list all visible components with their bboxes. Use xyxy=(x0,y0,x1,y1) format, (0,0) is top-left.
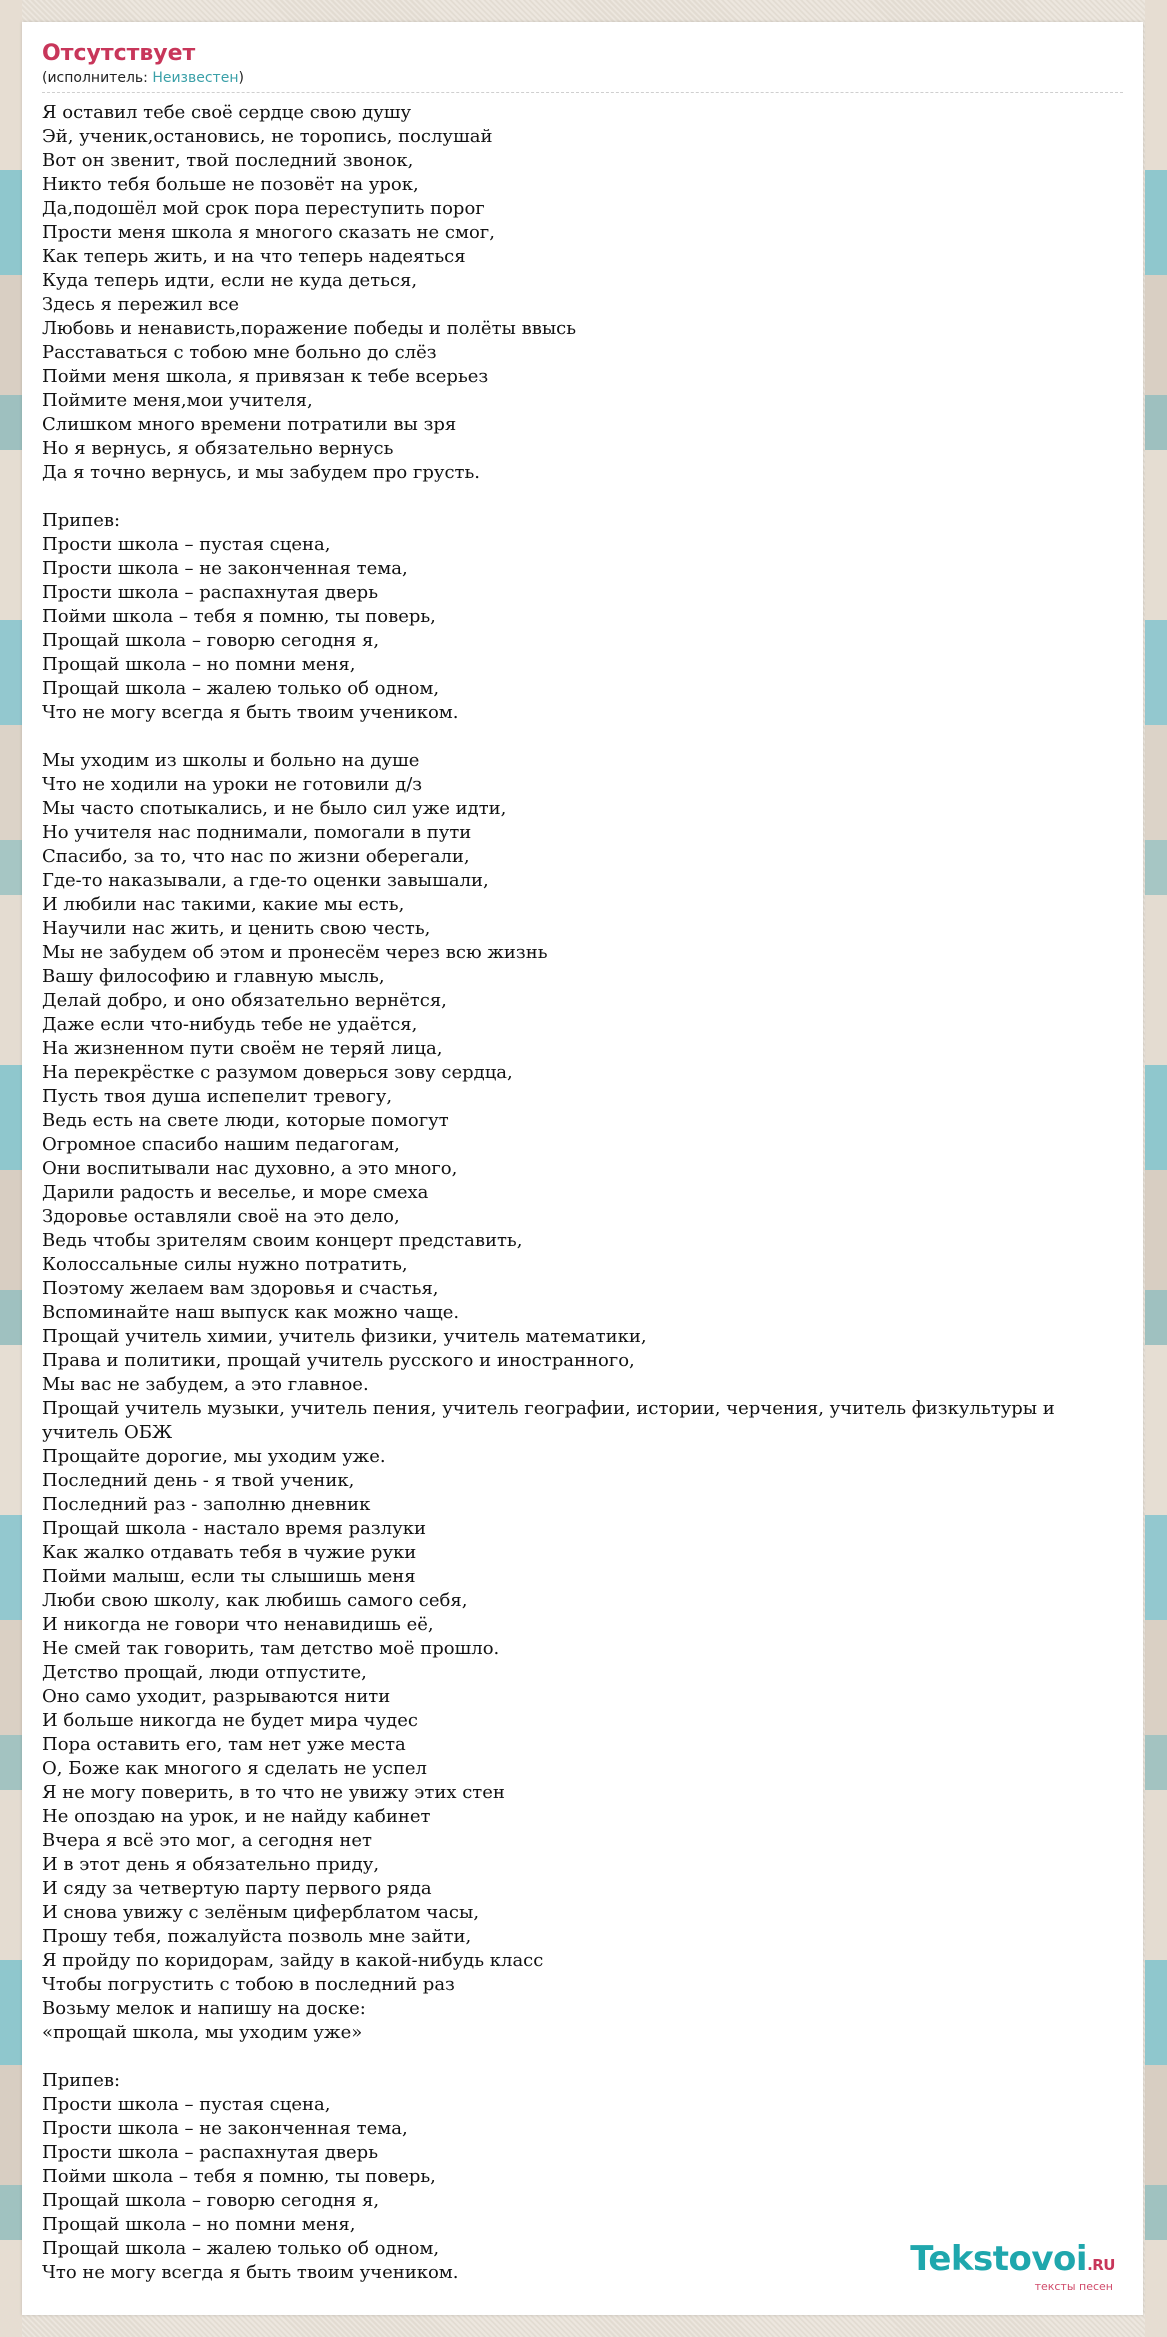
lyrics-blank-line xyxy=(42,2045,1167,2069)
lyrics-card xyxy=(22,22,1143,2315)
lyrics-line: Спасибо, за то, что нас по жизни оберегали, xyxy=(42,846,470,867)
lyrics-line: Эй, ученик,остановись, не торопись, послушай xyxy=(42,126,493,147)
lyrics-line: «прощай школа, мы уходим уже» xyxy=(42,2022,363,2043)
lyrics-line: Прошу тебя, пожалуйста позволь мне зайти, xyxy=(42,1926,472,1947)
lyrics-line: Не смей так говорить, там детство моё прошло. xyxy=(42,1638,500,1659)
lyrics-line: Прощай учитель музыки, учитель пения, учитель географии, истории, черчения, учитель физкультуры и xyxy=(42,1398,1055,1419)
lyrics-line: Я пройду по коридорам, зайду в какой-нибудь класс xyxy=(42,1950,544,1971)
lyrics-line: Чтобы погрустить с тобою в последний раз xyxy=(42,1974,455,1995)
lyrics-line: Прощай школа – но помни меня, xyxy=(42,2214,356,2235)
lyrics-line: Вашу философию и главную мысль, xyxy=(42,966,385,987)
lyrics-line: Последний день - я твой ученик, xyxy=(42,1470,355,1491)
lyrics-line: Прощай школа – говорю сегодня я, xyxy=(42,630,380,651)
lyrics-line: Вспоминайте наш выпуск как можно чаще. xyxy=(42,1302,460,1323)
lyrics-line: Мы уходим из школы и больно на душе xyxy=(42,750,420,771)
lyrics-line: Научили нас жить, и ценить свою честь, xyxy=(42,918,431,939)
lyrics-line: Оно само уходит, разрываются нити xyxy=(42,1686,391,1707)
lyrics-line: Прощай школа – жалею только об одном, xyxy=(42,2238,440,2259)
lyrics-line: Мы не забудем об этом и пронесём через всю жизнь xyxy=(42,942,548,963)
lyrics-line: Припев: xyxy=(42,510,121,531)
lyrics-line: Возьму мелок и напишу на доске: xyxy=(42,1998,366,2019)
performer-line xyxy=(42,69,1123,93)
lyrics-blank-line xyxy=(42,485,1167,509)
lyrics-line: Колоссальные силы нужно потратить, xyxy=(42,1254,408,1275)
lyrics-line: Прощай школа – говорю сегодня я, xyxy=(42,2190,380,2211)
performer-prefix: (исполнитель: xyxy=(42,70,153,86)
logo-tld: .RU xyxy=(1087,2256,1115,2274)
lyrics-line: Поймите меня,мои учителя, xyxy=(42,390,313,411)
logo-text: Tekstovoi xyxy=(910,2239,1088,2279)
lyrics-blank-line xyxy=(42,725,1167,749)
lyrics-line: Слишком много времени потратили вы зря xyxy=(42,414,457,435)
lyrics-line: Пора оставить его, там нет уже места xyxy=(42,1734,406,1755)
lyrics-line: Да,подошёл мой срок пора переступить порог xyxy=(42,198,485,219)
lyrics-line: Я не могу поверить, в то что не увижу этих стен xyxy=(42,1782,505,1803)
lyrics-line: Не опоздаю на урок, и не найду кабинет xyxy=(42,1806,431,1827)
lyrics-line: Пусть твоя душа испепелит тревогу, xyxy=(42,1086,393,1107)
lyrics-line: учитель ОБЖ xyxy=(42,1422,173,1443)
lyrics-line: Здесь я пережил все xyxy=(42,294,240,315)
lyrics-line: Но я вернусь, я обязательно вернусь xyxy=(42,438,394,459)
logo-tagline: тексты песен xyxy=(1034,2280,1113,2293)
lyrics-line: Ведь есть на свете люди, которые помогут xyxy=(42,1110,449,1131)
lyrics-line: Прости школа – не законченная тема, xyxy=(42,558,408,579)
lyrics-line: И снова увижу с зелёным циферблатом часы, xyxy=(42,1902,480,1923)
lyrics-line: Ведь чтобы зрителям своим концерт представить, xyxy=(42,1230,523,1251)
lyrics-line: И любили нас такими, какие мы есть, xyxy=(42,894,405,915)
lyrics-line: Даже если что-нибудь тебе не удаётся, xyxy=(42,1014,418,1035)
background-stripe-left xyxy=(0,0,22,2337)
lyrics-line: И сяду за четвертую парту первого ряда xyxy=(42,1878,432,1899)
lyrics-line: Прости школа – распахнутая дверь xyxy=(42,2142,379,2163)
lyrics-line: Что не могу всегда я быть твоим учеником. xyxy=(42,2262,459,2283)
lyrics-line: Люби свою школу, как любишь самого себя, xyxy=(42,1590,468,1611)
lyrics-line: И больше никогда не будет мира чудес xyxy=(42,1710,418,1731)
lyrics-line: Прощайте дорогие, мы уходим уже. xyxy=(42,1446,386,1467)
lyrics-line: Прощай учитель химии, учитель физики, учитель математики, xyxy=(42,1326,647,1347)
lyrics-line: Что не могу всегда я быть твоим учеником. xyxy=(42,702,459,723)
lyrics-line: Делай добро, и оно обязательно вернётся, xyxy=(42,990,447,1011)
lyrics-line: Как теперь жить, и на что теперь надеяться xyxy=(42,246,466,267)
lyrics-line: Прости школа – пустая сцена, xyxy=(42,2094,331,2115)
lyrics-line: На жизненном пути своём не теряй лица, xyxy=(42,1038,443,1059)
lyrics-line: Поэтому желаем вам здоровья и счастья, xyxy=(42,1278,439,1299)
lyrics-line: И никогда не говори что ненавидишь её, xyxy=(42,1614,434,1635)
lyrics-line: Прости меня школа я многого сказать не смог, xyxy=(42,222,495,243)
site-logo[interactable] xyxy=(910,2241,1115,2293)
lyrics-line: Вчера я всё это мог, а сегодня нет xyxy=(42,1830,372,1851)
lyrics-line: Расставаться с тобою мне больно до слёз xyxy=(42,342,437,363)
lyrics-line: Прости школа – пустая сцена, xyxy=(42,534,331,555)
lyrics-line: Никто тебя больше не позовёт на урок, xyxy=(42,174,419,195)
lyrics-line: Прости школа – не законченная тема, xyxy=(42,2118,408,2139)
lyrics-line: Да я точно вернусь, и мы забудем про грусть. xyxy=(42,462,481,483)
lyrics-line: Последний раз - заполню дневник xyxy=(42,1494,371,1515)
lyrics-line: Мы часто спотыкались, и не было сил уже идти, xyxy=(42,798,507,819)
lyrics-line: Но учителя нас поднимали, помогали в пути xyxy=(42,822,472,843)
lyrics-line: Где-то наказывали, а где-то оценки завышали, xyxy=(42,870,489,891)
lyrics-line: Вот он звенит, твой последний звонок, xyxy=(42,150,414,171)
lyrics-line: Прости школа – распахнутая дверь xyxy=(42,582,379,603)
lyrics-line: Любовь и ненависть,поражение победы и полёты ввысь xyxy=(42,318,577,339)
lyrics-line: И в этот день я обязательно приду, xyxy=(42,1854,380,1875)
song-title: Отсутствует xyxy=(42,41,196,66)
lyrics-line: Как жалко отдавать тебя в чужие руки xyxy=(42,1542,417,1563)
lyrics-line: Детство прощай, люди отпустите, xyxy=(42,1662,367,1683)
lyrics-line: Права и политики, прощай учитель русского и иностранного, xyxy=(42,1350,635,1371)
lyrics-line: Они воспитывали нас духовно, а это много, xyxy=(42,1158,458,1179)
lyrics-line: Припев: xyxy=(42,2070,121,2091)
lyrics-line: О, Боже как многого я сделать не успел xyxy=(42,1758,427,1779)
lyrics-line: Пойми школа – тебя я помню, ты поверь, xyxy=(42,606,436,627)
lyrics-line: Что не ходили на уроки не готовили д/з xyxy=(42,774,423,795)
lyrics-line: Мы вас не забудем, а это главное. xyxy=(42,1374,369,1395)
lyrics-line: Пойми малыш, если ты слышишь меня xyxy=(42,1566,416,1587)
lyrics-line: Здоровье оставляли своё на это дело, xyxy=(42,1206,400,1227)
performer-suffix: ) xyxy=(238,70,244,86)
lyrics-line: Пойми школа – тебя я помню, ты поверь, xyxy=(42,2166,436,2187)
lyrics-line: Пойми меня школа, я привязан к тебе всерьез xyxy=(42,366,489,387)
lyrics-line: Огромное спасибо нашим педагогам, xyxy=(42,1134,400,1155)
lyrics-line: Прощай школа - настало время разлуки xyxy=(42,1518,426,1539)
lyrics-line: Прощай школа – но помни меня, xyxy=(42,654,356,675)
lyrics-line: Прощай школа – жалею только об одном, xyxy=(42,678,440,699)
lyrics-line: Дарили радость и веселье, и море смеха xyxy=(42,1182,429,1203)
performer-link[interactable]: Неизвестен xyxy=(152,70,239,86)
lyrics-line: На перекрёстке с разумом доверься зову сердца, xyxy=(42,1062,513,1083)
lyrics-text xyxy=(42,101,1167,2285)
lyrics-line: Куда теперь идти, если не куда деться, xyxy=(42,270,418,291)
lyrics-line: Я оставил тебе своё сердце свою душу xyxy=(42,102,412,123)
